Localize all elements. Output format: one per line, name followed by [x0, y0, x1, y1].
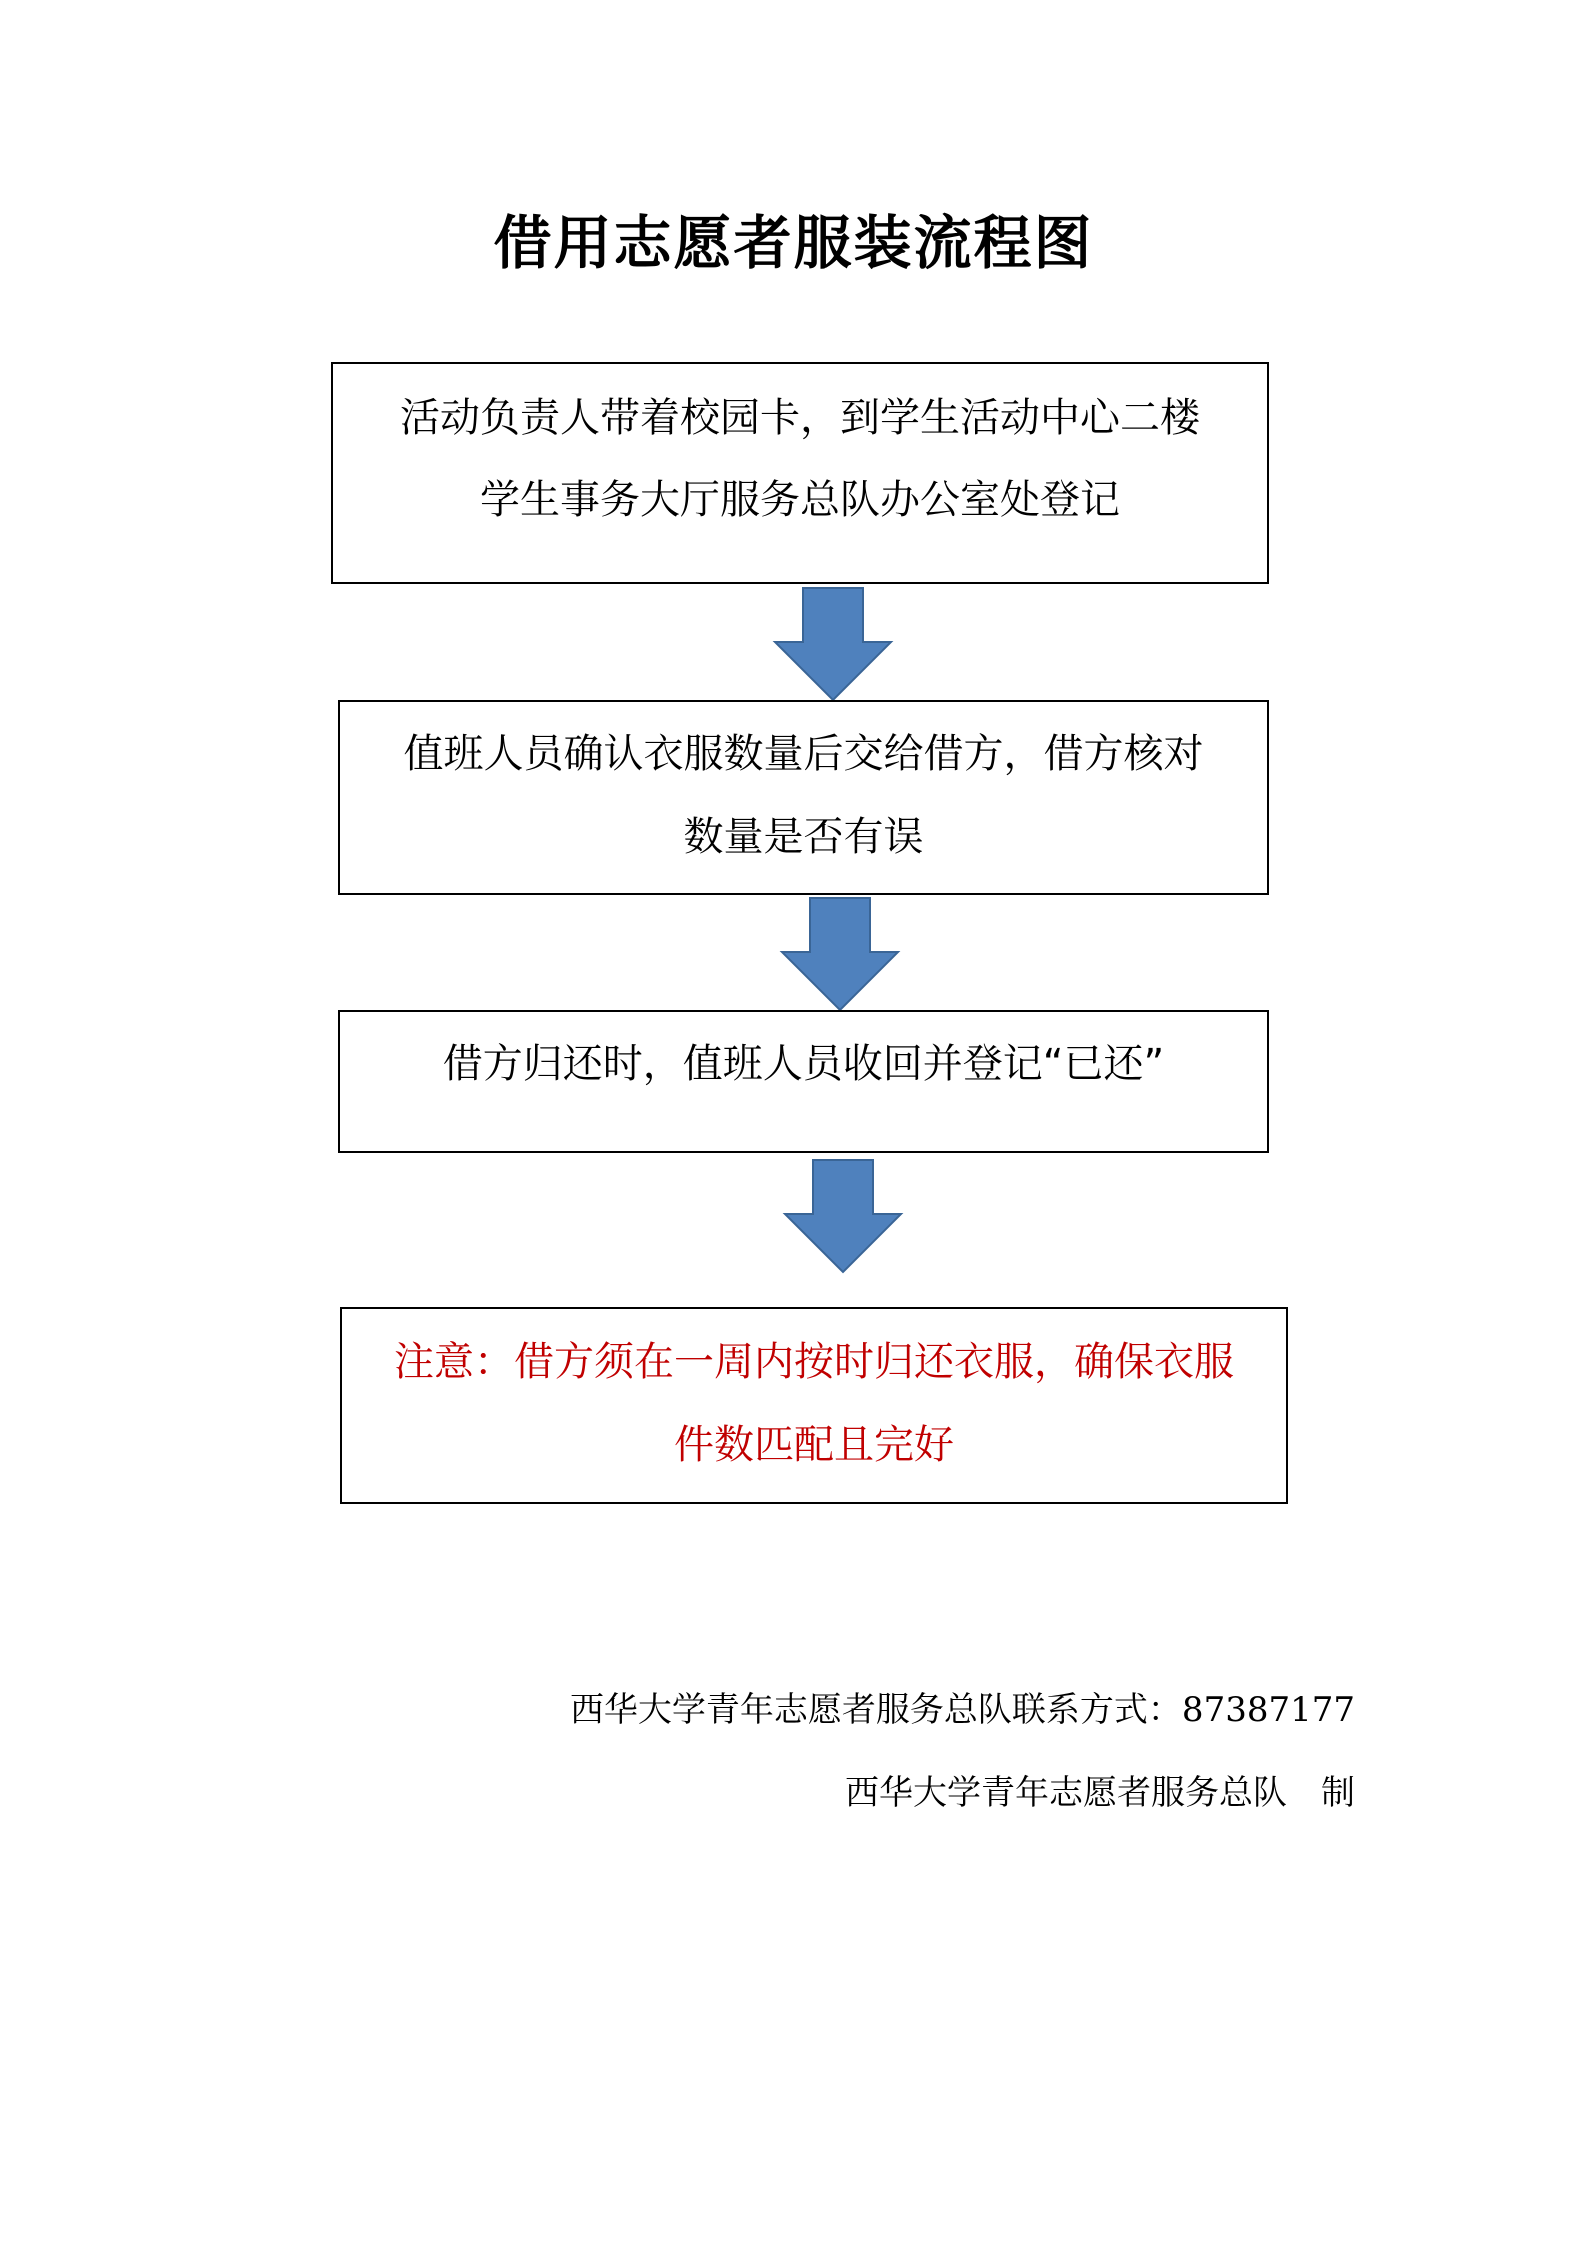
note-box: [340, 1307, 1288, 1504]
flow-step-2: [338, 700, 1269, 895]
flow-step-1-line-2: 学生事务大厅服务总队办公室处登记: [480, 477, 1120, 523]
note-line-1: 注意：借方须在一周内按时归还衣服，确保衣服: [394, 1339, 1234, 1385]
down-arrow-icon: [771, 586, 895, 704]
flow-step-3-line-1: 借方归还时，值班人员收回并登记“已还”: [442, 1041, 1165, 1087]
flow-step-2-line-1: 值班人员确认衣服数量后交给借方，借方核对: [403, 731, 1204, 777]
page-title: 借用志愿者服装流程图: [493, 209, 1094, 277]
footer-contact: 西华大学青年志愿者服务总队联系方式：87387177: [569, 1690, 1355, 1730]
down-arrow-icon: [781, 1158, 905, 1276]
footer-made-by: 西华大学青年志愿者服务总队 制: [845, 1773, 1355, 1813]
flow-step-3: [338, 1010, 1269, 1153]
flow-step-1: [331, 362, 1269, 584]
flow-step-1-line-1: 活动负责人带着校园卡，到学生活动中心二楼: [400, 395, 1200, 441]
flow-step-2-line-2: 数量是否有误: [683, 814, 924, 860]
note-line-2: 件数匹配且完好: [674, 1422, 954, 1468]
down-arrow-icon: [778, 896, 902, 1014]
